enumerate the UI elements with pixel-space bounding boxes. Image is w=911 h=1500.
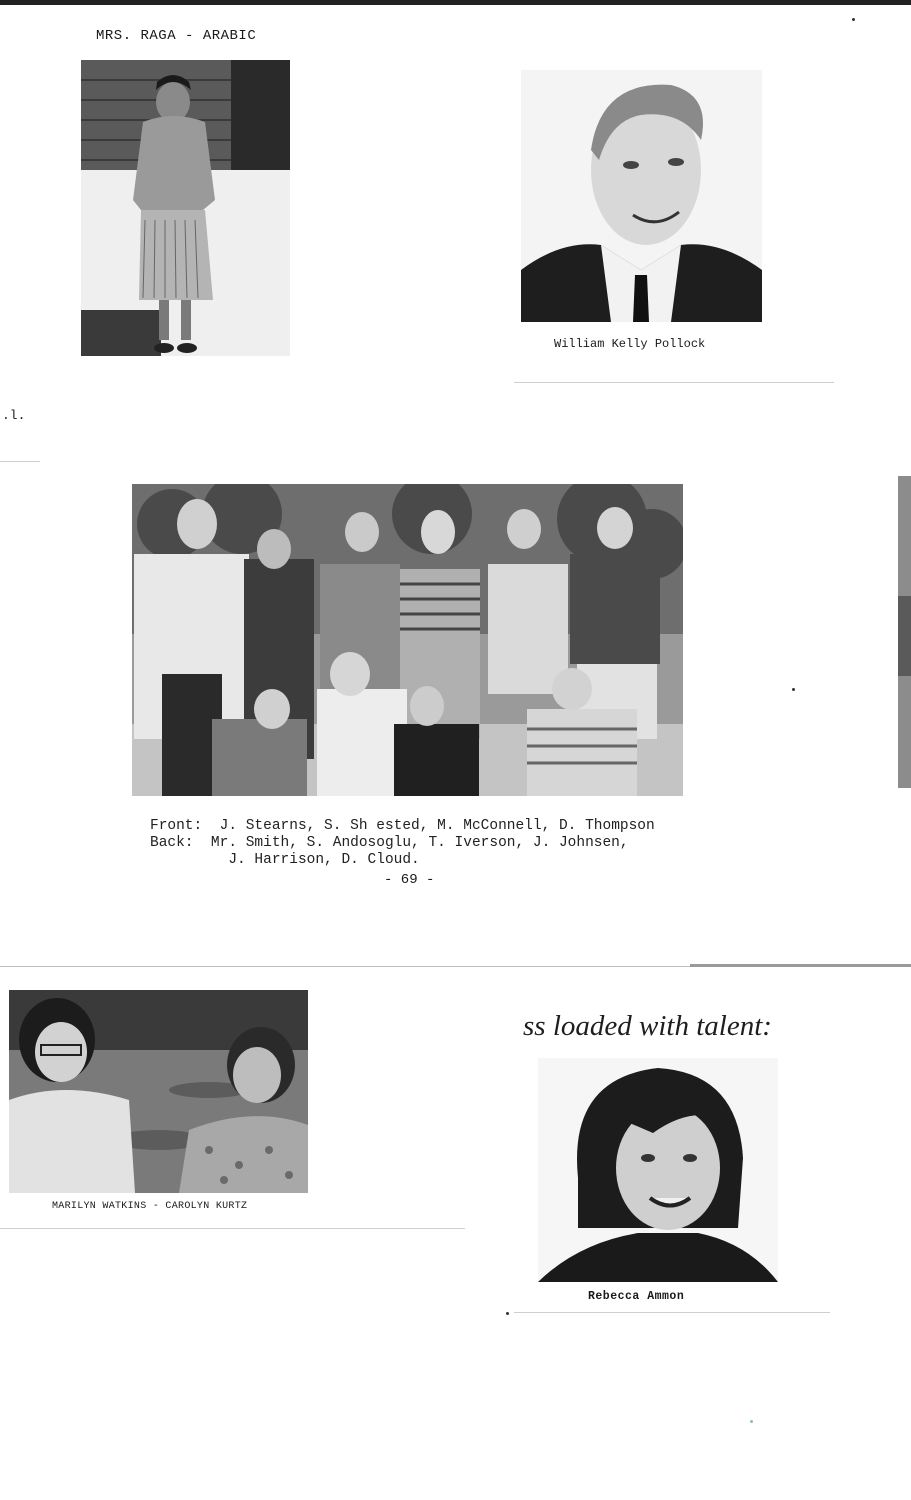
scan-speck xyxy=(750,1420,753,1423)
watkins-kurtz-photo xyxy=(9,990,308,1193)
scan-speck xyxy=(792,688,795,691)
back-names-2: J. Harrison, D. Cloud. xyxy=(228,852,420,868)
scan-speck xyxy=(506,1312,509,1315)
talent-heading: ss loaded with talent: xyxy=(523,1010,772,1042)
group-back-line xyxy=(150,835,655,852)
pollock-clip-edge xyxy=(514,382,834,383)
raga-photo xyxy=(81,60,290,356)
raga-caption: MRS. RAGA - ARABIC xyxy=(96,28,257,44)
group-photo xyxy=(132,484,683,796)
left-margin-mark: .l. xyxy=(2,408,26,423)
scan-speck xyxy=(852,18,855,21)
torn-edge xyxy=(690,964,911,967)
pollock-caption: William Kelly Pollock xyxy=(554,337,706,351)
ammon-caption: Rebecca Ammon xyxy=(588,1290,685,1303)
page-number: - 69 - xyxy=(384,872,435,888)
front-label: Front: xyxy=(150,818,203,834)
group-front-line xyxy=(150,818,655,835)
scan-top-border xyxy=(0,0,911,5)
front-names: J. Stearns, S. Sh ested, M. McConnell, D. Thompson xyxy=(219,818,655,834)
group-caption xyxy=(150,818,655,869)
pollock-photo xyxy=(521,70,762,322)
back-label: Back: xyxy=(150,835,194,851)
ammon-photo xyxy=(538,1058,778,1282)
watkins-clip-edge xyxy=(0,1228,465,1229)
group-back-line-2 xyxy=(150,852,655,869)
watkins-kurtz-caption: MARILYN WATKINS - CAROLYN KURTZ xyxy=(52,1201,248,1212)
right-edge-photo-fragment xyxy=(898,476,911,788)
ammon-clip-edge xyxy=(514,1312,830,1313)
left-clip-edge xyxy=(0,461,40,462)
back-names-1: Mr. Smith, S. Andosoglu, T. Iverson, J. Johnsen, xyxy=(210,835,629,851)
